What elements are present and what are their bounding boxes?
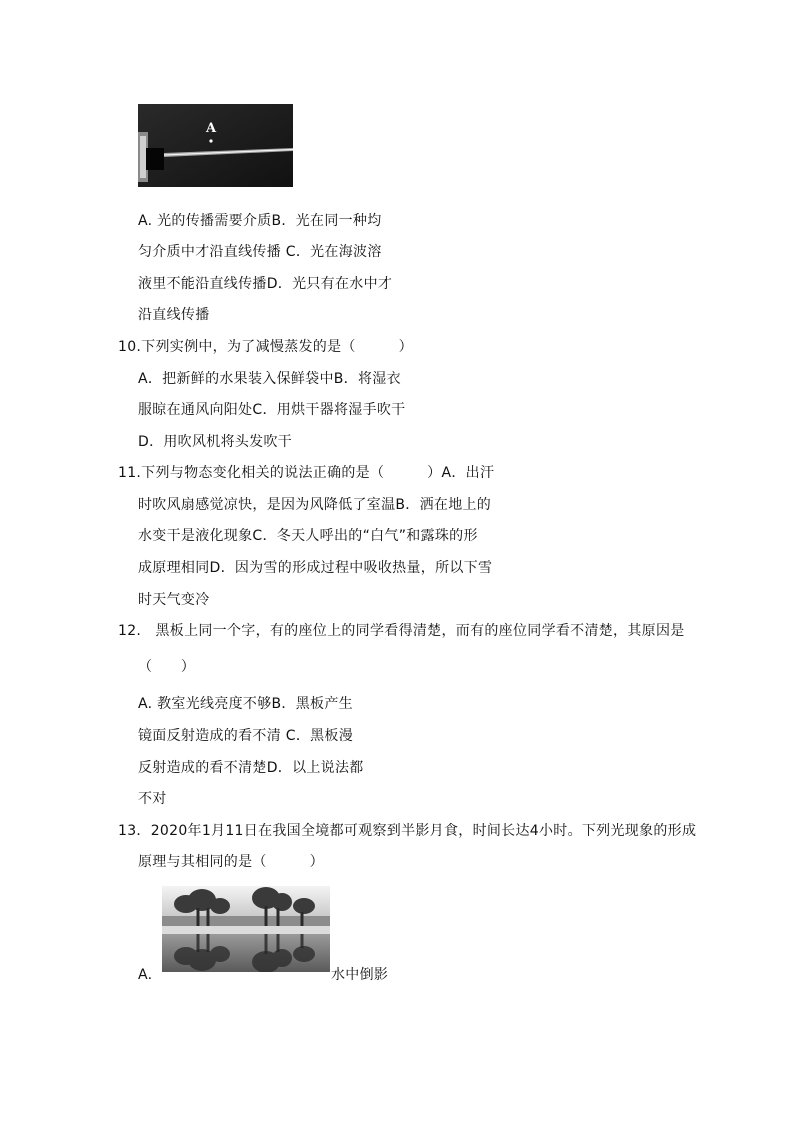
q9-option-line-3: 液里不能沿直线传播D．光只有在水中才 xyxy=(138,276,393,292)
q12-option-line-2: 镜面反射造成的看不清 C．黑板漫 xyxy=(138,728,354,744)
laser-beam-photo xyxy=(138,104,293,187)
q13-stem-line-2: 原理与其相同的是（ ） xyxy=(138,854,324,870)
trees-reflection-illustration xyxy=(162,886,330,972)
q10-stem: 10.下列实例中，为了减慢蒸发的是（ ） xyxy=(118,339,413,355)
q10-option-line-2: 服晾在通风向阳处C．用烘干器将湿手吹干 xyxy=(138,402,406,418)
q12-paren: （ ） xyxy=(138,659,196,675)
q11-stem: 11.下列与物态变化相关的说法正确的是（ ）A．出汗 xyxy=(118,465,495,481)
q10-option-line-1: A．把新鲜的水果装入保鲜袋中B．将湿衣 xyxy=(138,371,401,387)
q10-option-line-3: D．用吹风机将头发吹干 xyxy=(138,434,293,450)
q11-line-3: 成原理相同D．因为雪的形成过程中吸收热量，所以下雪 xyxy=(138,560,493,576)
q12-option-line-3: 反射造成的看不清楚D．以上说法都 xyxy=(138,760,364,776)
water-reflection-photo xyxy=(162,886,330,972)
point-a-label: A xyxy=(205,121,217,136)
laser-beam-illustration xyxy=(138,104,293,187)
q11-line-4: 时天气变冷 xyxy=(138,592,210,608)
q11-line-1: 时吹风扇感觉凉快，是因为风降低了室温B．洒在地上的 xyxy=(138,497,492,513)
q11-line-2: 水变干是液化现象C．冬天人呼出的“白气”和露珠的形 xyxy=(138,528,478,544)
q12-stem: 12. 黑板上同一个字，有的座位上的同学看得清楚，而有的座位同学看不清楚，其原因是 xyxy=(118,623,685,639)
q9-option-line-2: 匀介质中才沿直线传播 C．光在海波溶 xyxy=(138,244,382,260)
q9-option-line-4: 沿直线传播 xyxy=(138,307,210,323)
q13-stem: 13．2020年1月11日在我国全境都可观察到半影月食，时间长达4小时。下列光现象的形成 xyxy=(118,823,697,839)
q9-option-line-1: A. 光的传播需要介质B．光在同一种均 xyxy=(138,213,382,229)
q13-option-a-caption: 水中倒影 xyxy=(331,967,389,983)
q12-option-line-4: 不对 xyxy=(138,791,167,807)
q13-option-a-label: A. xyxy=(138,967,153,983)
q12-option-line-1: A. 教室光线亮度不够B．黑板产生 xyxy=(138,696,353,712)
